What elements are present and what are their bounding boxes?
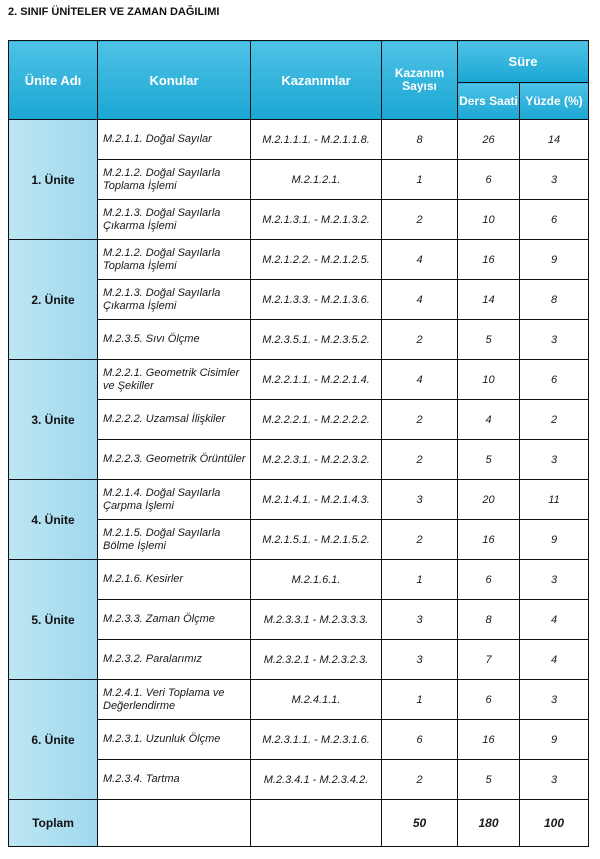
outcome-count-cell: 1: [382, 160, 458, 200]
total-count: 50: [382, 800, 458, 847]
percent-cell: 2: [520, 400, 589, 440]
unit-name-cell: 2. Ünite: [9, 240, 98, 360]
table-row: [9, 240, 589, 280]
lesson-hours-cell: 6: [458, 680, 520, 720]
total-row: [9, 800, 589, 847]
outcome-count-cell: 3: [382, 480, 458, 520]
lesson-hours-cell: 16: [458, 240, 520, 280]
page-title: 2. SINIF ÜNİTELER VE ZAMAN DAĞILIMI: [8, 6, 220, 18]
unit-name-cell: 6. Ünite: [9, 680, 98, 800]
unit-name-cell: 4. Ünite: [9, 480, 98, 560]
lesson-hours-cell: 5: [458, 760, 520, 800]
outcome-count-cell: 2: [382, 440, 458, 480]
header-duration: Süre: [458, 41, 589, 83]
percent-cell: 6: [520, 360, 589, 400]
outcome-cell: M.2.1.2.2. - M.2.1.2.5.: [251, 240, 382, 280]
header-topics: Konular: [98, 41, 251, 120]
lesson-hours-cell: 14: [458, 280, 520, 320]
unit-name-cell: 3. Ünite: [9, 360, 98, 480]
lesson-hours-cell: 16: [458, 520, 520, 560]
percent-cell: 3: [520, 160, 589, 200]
outcome-cell: M.2.1.5.1. - M.2.1.5.2.: [251, 520, 382, 560]
topic-cell: M.2.1.2. Doğal Sayılarla Toplama İşlemi: [98, 160, 251, 200]
percent-cell: 4: [520, 600, 589, 640]
topic-cell: M.2.1.5. Doğal Sayılarla Bölme İşlemi: [98, 520, 251, 560]
header-outcomes: Kazanımlar: [251, 41, 382, 120]
outcome-count-cell: 1: [382, 560, 458, 600]
lesson-hours-cell: 8: [458, 600, 520, 640]
outcome-count-cell: 3: [382, 640, 458, 680]
outcome-count-cell: 2: [382, 520, 458, 560]
outcome-cell: M.2.3.3.1 - M.2.3.3.3.: [251, 600, 382, 640]
percent-cell: 8: [520, 280, 589, 320]
outcome-cell: M.2.3.5.1. - M.2.3.5.2.: [251, 320, 382, 360]
outcome-cell: M.2.1.3.3. - M.2.1.3.6.: [251, 280, 382, 320]
topic-cell: M.2.2.1. Geometrik Cisimler ve Şekiller: [98, 360, 251, 400]
outcome-count-cell: 4: [382, 240, 458, 280]
lesson-hours-cell: 5: [458, 320, 520, 360]
lesson-hours-cell: 26: [458, 120, 520, 160]
outcome-count-cell: 2: [382, 400, 458, 440]
lesson-hours-cell: 7: [458, 640, 520, 680]
topic-cell: M.2.3.2. Paralarımız: [98, 640, 251, 680]
header-lesson-hours: Ders Saati: [458, 83, 520, 120]
total-hours: 180: [458, 800, 520, 847]
table-row: [9, 120, 589, 160]
lesson-hours-cell: 10: [458, 200, 520, 240]
table-row: [9, 680, 589, 720]
lesson-hours-cell: 6: [458, 160, 520, 200]
outcome-count-cell: 8: [382, 120, 458, 160]
topic-cell: M.2.1.2. Doğal Sayılarla Toplama İşlemi: [98, 240, 251, 280]
topic-cell: M.2.2.3. Geometrik Örüntüler: [98, 440, 251, 480]
outcome-cell: M.2.3.4.1 - M.2.3.4.2.: [251, 760, 382, 800]
outcome-count-cell: 4: [382, 280, 458, 320]
total-empty-topic: [98, 800, 251, 847]
total-label: Toplam: [9, 800, 98, 847]
header-outcome-count: Kazanım Sayısı: [382, 41, 458, 120]
percent-cell: 9: [520, 240, 589, 280]
outcome-cell: M.2.1.4.1. - M.2.1.4.3.: [251, 480, 382, 520]
outcome-cell: M.2.1.1.1. - M.2.1.1.8.: [251, 120, 382, 160]
topic-cell: M.2.3.5. Sıvı Ölçme: [98, 320, 251, 360]
unit-name-cell: 5. Ünite: [9, 560, 98, 680]
percent-cell: 3: [520, 320, 589, 360]
table-row: [9, 360, 589, 400]
lesson-hours-cell: 5: [458, 440, 520, 480]
topic-cell: M.2.3.4. Tartma: [98, 760, 251, 800]
outcome-cell: M.2.2.3.1. - M.2.2.3.2.: [251, 440, 382, 480]
outcome-count-cell: 1: [382, 680, 458, 720]
percent-cell: 3: [520, 440, 589, 480]
topic-cell: M.2.2.2. Uzamsal İlişkiler: [98, 400, 251, 440]
outcome-cell: M.2.2.2.1. - M.2.2.2.2.: [251, 400, 382, 440]
total-empty-outcome: [251, 800, 382, 847]
percent-cell: 4: [520, 640, 589, 680]
outcome-cell: M.2.3.2.1 - M.2.3.2.3.: [251, 640, 382, 680]
topic-cell: M.2.4.1. Veri Toplama ve Değerlendirme: [98, 680, 251, 720]
outcome-cell: M.2.1.2.1.: [251, 160, 382, 200]
topic-cell: M.2.3.3. Zaman Ölçme: [98, 600, 251, 640]
percent-cell: 6: [520, 200, 589, 240]
lesson-hours-cell: 20: [458, 480, 520, 520]
lesson-hours-cell: 4: [458, 400, 520, 440]
lesson-hours-cell: 16: [458, 720, 520, 760]
total-percent: 100: [520, 800, 589, 847]
table-row: [9, 560, 589, 600]
outcome-count-cell: 3: [382, 600, 458, 640]
percent-cell: 3: [520, 680, 589, 720]
topic-cell: M.2.3.1. Uzunluk Ölçme: [98, 720, 251, 760]
percent-cell: 14: [520, 120, 589, 160]
outcome-count-cell: 2: [382, 320, 458, 360]
topic-cell: M.2.1.4. Doğal Sayılarla Çarpma İşlemi: [98, 480, 251, 520]
outcome-count-cell: 2: [382, 200, 458, 240]
unit-time-table: [8, 40, 589, 847]
outcome-cell: M.2.1.3.1. - M.2.1.3.2.: [251, 200, 382, 240]
topic-cell: M.2.1.3. Doğal Sayılarla Çıkarma İşlemi: [98, 200, 251, 240]
lesson-hours-cell: 10: [458, 360, 520, 400]
outcome-cell: M.2.3.1.1. - M.2.3.1.6.: [251, 720, 382, 760]
unit-name-cell: 1. Ünite: [9, 120, 98, 240]
table-body: [9, 120, 589, 800]
header-unit-name: Ünite Adı: [9, 41, 98, 120]
outcome-cell: M.2.4.1.1.: [251, 680, 382, 720]
outcome-count-cell: 6: [382, 720, 458, 760]
topic-cell: M.2.1.1. Doğal Sayılar: [98, 120, 251, 160]
outcome-cell: M.2.1.6.1.: [251, 560, 382, 600]
outcome-count-cell: 4: [382, 360, 458, 400]
topic-cell: M.2.1.3. Doğal Sayılarla Çıkarma İşlemi: [98, 280, 251, 320]
outcome-count-cell: 2: [382, 760, 458, 800]
topic-cell: M.2.1.6. Kesirler: [98, 560, 251, 600]
outcome-cell: M.2.2.1.1. - M.2.2.1.4.: [251, 360, 382, 400]
percent-cell: 11: [520, 480, 589, 520]
lesson-hours-cell: 6: [458, 560, 520, 600]
percent-cell: 3: [520, 560, 589, 600]
percent-cell: 9: [520, 520, 589, 560]
header-percent: Yüzde (%): [520, 83, 589, 120]
percent-cell: 3: [520, 760, 589, 800]
percent-cell: 9: [520, 720, 589, 760]
table-row: [9, 480, 589, 520]
